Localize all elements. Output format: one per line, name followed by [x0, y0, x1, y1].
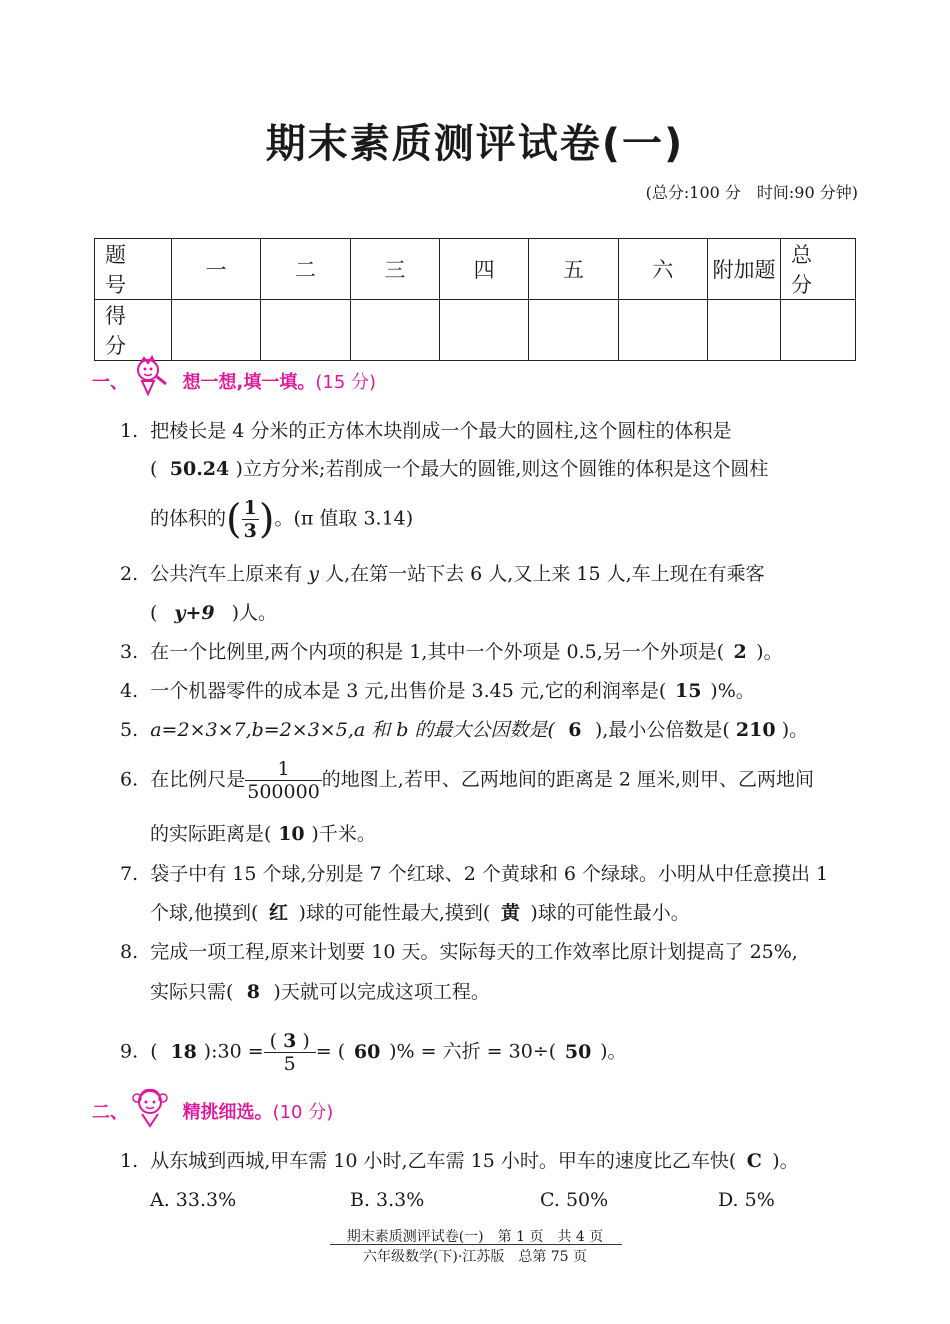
score-cell: 四 — [439, 239, 528, 300]
answer: 黄 — [500, 902, 520, 924]
answer: y+9 — [174, 602, 215, 624]
question-text: )立方分米;若削成一个最大的圆锥,则这个圆锥的体积是这个圆柱 — [235, 458, 769, 480]
choice-option-d[interactable]: D. 5% — [718, 1189, 775, 1211]
answer: 红 — [268, 902, 288, 924]
answer: 6 — [568, 719, 582, 741]
score-input-cell[interactable] — [439, 300, 528, 361]
question-7-line-2 — [150, 901, 690, 925]
question-number: 1. — [120, 1150, 139, 1172]
score-cell: 附加题 — [708, 239, 781, 300]
section-number: 一、 — [92, 372, 128, 393]
question-text: = ( — [315, 1040, 346, 1063]
question-7-line-1 — [120, 862, 828, 886]
question-text: 。(π 值取 3.14) — [274, 507, 414, 530]
answer: 50 — [564, 1040, 592, 1063]
question-text: 一个机器零件的成本是 3 元,出售价是 3.45 元,它的利润率是( — [150, 680, 667, 702]
score-cell: 题 号 — [95, 239, 172, 300]
question-text: )。 — [781, 719, 809, 741]
score-cell: 三 — [350, 239, 439, 300]
answer: 10 — [278, 823, 305, 845]
footer-page-info: 期末素质测评试卷(一) 第 1 页 共 4 页 — [346, 1229, 604, 1245]
question-number: 9. — [120, 1040, 139, 1063]
question-number: 4. — [120, 680, 139, 702]
question-text: )%。 — [710, 680, 755, 702]
question-number: 3. — [120, 641, 139, 663]
score-input-cell[interactable] — [781, 300, 856, 361]
question-text: )天就可以完成这项工程。 — [273, 981, 490, 1003]
section-score: (10 分) — [272, 1102, 334, 1123]
score-cell: 一 — [172, 239, 261, 300]
question-text: 实际只需( — [150, 981, 234, 1003]
question-8-line-2 — [150, 980, 490, 1004]
exam-info: (总分:100 分 时间:90 分钟) — [645, 183, 858, 202]
answer: C — [746, 1150, 762, 1172]
section-2-heading — [92, 1098, 333, 1128]
score-cell: 二 — [261, 239, 350, 300]
score-table-header-row — [95, 239, 856, 300]
question-number: 1. — [120, 420, 139, 442]
question-text: )球的可能性最小。 — [530, 902, 690, 924]
question-text: 袋子中有 15 个球,分别是 7 个红球、2 个黄球和 6 个绿球。小明从中任意摸出 1 — [150, 863, 829, 885]
score-cell: 五 — [529, 239, 618, 300]
choice-option-b[interactable]: B. 3.3% — [350, 1189, 425, 1211]
question-5 — [120, 718, 808, 742]
question-text: )球的可能性最大,摸到( — [298, 902, 491, 924]
question-text: )人。 — [231, 602, 278, 624]
question-text: )。 — [756, 641, 783, 663]
question-text: ),最小公倍数是( — [594, 719, 730, 741]
answer: 8 — [246, 981, 261, 1003]
question-number: 2. — [120, 563, 139, 585]
score-cell: 得 分 — [95, 300, 172, 361]
question-1-line-1 — [120, 419, 731, 443]
question-number: 6. — [120, 768, 139, 791]
fraction-denominator: 3 — [243, 520, 257, 542]
question-text: ):30 = — [203, 1040, 264, 1063]
answer: 18 — [170, 1040, 197, 1063]
question-text: 的实际距离是( — [150, 823, 272, 845]
answer: 60 — [353, 1040, 381, 1063]
answer: 210 — [735, 719, 776, 741]
question-9: 9. ( 18 ):30 = $\frac{( 3 )}{5}$ = ( 60 )% = 六折 = 30÷( 50 )。 — [120, 1030, 627, 1075]
section-score: (15 分) — [315, 372, 377, 393]
score-input-cell[interactable] — [708, 300, 781, 361]
answer: 15 — [675, 680, 702, 702]
question-number: 5. — [120, 719, 139, 741]
question-text: 从东城到西城,甲车需 10 小时,乙车需 15 小时。甲车的速度比乙车快( — [150, 1150, 737, 1172]
score-input-cell[interactable] — [529, 300, 618, 361]
score-input-cell[interactable] — [618, 300, 707, 361]
scale-fraction — [245, 758, 322, 803]
question-2-line-2: ( y+9 )人。 — [150, 602, 278, 624]
choice-option-a[interactable]: A. 33.3% — [150, 1189, 237, 1211]
question-text: 在一个比例里,两个内项的积是 1,其中一个外项是 0.5,另一个外项是( — [150, 641, 725, 663]
section-title: 想一想,填一填。 — [182, 372, 316, 393]
choice-option-c[interactable]: C. 50% — [540, 1189, 609, 1211]
fraction-numerator: 1 — [245, 758, 322, 781]
question-text: )。 — [600, 1040, 627, 1063]
question-text: )千米。 — [311, 823, 376, 845]
section-1-heading — [92, 368, 376, 398]
question-3 — [120, 640, 783, 664]
footer-divider — [330, 1244, 622, 1245]
question-4 — [120, 679, 755, 703]
answer: 50.24 — [169, 458, 230, 480]
fraction-denominator: 5 — [283, 1053, 296, 1075]
section-number: 二、 — [92, 1102, 128, 1123]
score-input-cell[interactable] — [261, 300, 350, 361]
question-6-line-1 — [120, 758, 814, 803]
fraction-numerator: 1 — [243, 497, 257, 519]
question-1-line-3: 的体积的( $\frac{1}{3}$ )。(π 值取 3.14) — [150, 496, 414, 543]
page-title: 期末素质测评试卷(一) — [265, 121, 685, 167]
question-1-line-2: ( 50.24 )立方分米;若削成一个最大的圆锥,则这个圆锥的体积是这个圆柱 — [150, 458, 769, 480]
question-number: 8. — [120, 941, 139, 963]
section-title: 精挑细选。 — [182, 1102, 273, 1123]
question-6-line-2 — [150, 822, 376, 846]
score-table — [94, 238, 856, 361]
variable: y — [308, 563, 320, 585]
question-8-line-1 — [120, 940, 798, 964]
question-text: 个球,他摸到( — [150, 902, 259, 924]
question-text: 公共汽车上原来有 — [150, 563, 303, 585]
answer: 2 — [733, 641, 747, 663]
question-text: a=2×3×7,b=2×3×5,a 和 b 的最大公因数是( — [150, 719, 555, 741]
question-text: 的体积的 — [150, 507, 227, 530]
fraction-answer: $\frac{( 3 )}{5}$ — [264, 1030, 316, 1075]
score-input-cell[interactable] — [172, 300, 261, 361]
question-text: 完成一项工程,原来计划要 10 天。实际每天的工作效率比原计划提高了 25%, — [150, 941, 798, 963]
question-2-line-1 — [120, 562, 765, 586]
question-text: )。 — [772, 1150, 799, 1172]
score-cell: 总 分 — [781, 239, 856, 300]
fraction-answer — [242, 497, 259, 542]
question-text: 把棱长是 4 分米的正方体木块削成一个最大的圆柱,这个圆柱的体积是 — [150, 420, 732, 442]
answer: 3 — [283, 1030, 297, 1052]
score-cell: 六 — [618, 239, 707, 300]
question-text: 在比例尺是 — [150, 768, 246, 791]
cartoon-boy-pencil-icon — [128, 354, 172, 398]
cartoon-girl-icon — [128, 1084, 172, 1128]
question-text: 人,在第一站下去 6 人,又上来 15 人,车上现在有乘客 — [325, 563, 765, 585]
question-text: 的地图上,若甲、乙两地间的距离是 2 厘米,则甲、乙两地间 — [321, 768, 815, 791]
footer-book-info: 六年级数学(下)·江苏版 总第 75 页 — [362, 1249, 588, 1265]
fraction-denominator: 500000 — [247, 781, 320, 803]
question-text: )% = 六折 = 30÷( — [389, 1040, 557, 1063]
question-number: 7. — [120, 863, 139, 885]
score-input-cell[interactable] — [350, 300, 439, 361]
score-table-score-row — [95, 300, 856, 361]
choice-question-1 — [120, 1149, 799, 1173]
